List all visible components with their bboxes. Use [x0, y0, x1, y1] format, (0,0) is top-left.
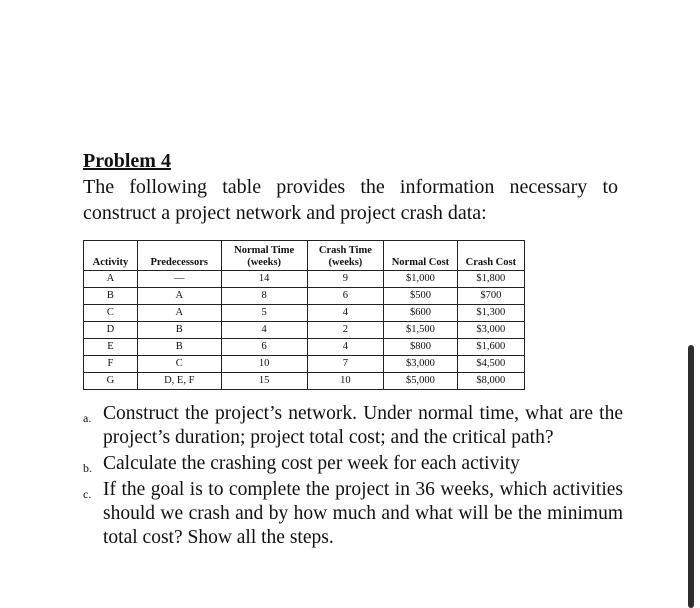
cell-normal-time: 14: [221, 271, 307, 288]
header-crash-time: [307, 241, 384, 271]
question-item: [83, 478, 623, 550]
cell-normal-cost: $500: [384, 288, 458, 305]
question-item: [83, 452, 623, 476]
cell-predecessors: B: [137, 322, 221, 339]
cell-activity: C: [84, 305, 138, 322]
table-row: [84, 339, 525, 356]
cell-crash-cost: $700: [457, 288, 524, 305]
header-normal-time: [221, 241, 307, 271]
cell-normal-cost: $1,500: [384, 322, 458, 339]
cell-activity: F: [84, 356, 138, 373]
cell-normal-time: 10: [221, 356, 307, 373]
header-crash-time-line1: Crash Time: [318, 245, 372, 256]
cell-normal-cost: $3,000: [384, 356, 458, 373]
cell-activity: E: [84, 339, 138, 356]
header-activity: Activity: [84, 241, 138, 271]
cell-normal-time: 5: [221, 305, 307, 322]
cell-crash-cost: $1,600: [457, 339, 524, 356]
cell-crash-cost: $1,300: [457, 305, 524, 322]
cell-crash-time: 6: [307, 288, 384, 305]
cell-normal-cost: $600: [384, 305, 458, 322]
cell-crash-time: 7: [307, 356, 384, 373]
cell-activity: B: [84, 288, 138, 305]
cell-crash-time: 4: [307, 339, 384, 356]
cell-predecessors: C: [137, 356, 221, 373]
cell-crash-cost: $4,500: [457, 356, 524, 373]
question-label: b.: [83, 461, 92, 475]
cell-crash-time: 4: [307, 305, 384, 322]
cell-activity: G: [84, 373, 138, 390]
question-text: Calculate the crashing cost per week for each activity: [103, 453, 520, 474]
problem-intro: The following table provides the information necessary to construct a project network and project crash data:: [83, 176, 618, 224]
cell-normal-time: 15: [221, 373, 307, 390]
question-label: a.: [83, 411, 92, 425]
cell-normal-time: 4: [221, 322, 307, 339]
cell-crash-cost: $1,800: [457, 271, 524, 288]
question-label: c.: [83, 487, 92, 501]
cell-predecessors: D, E, F: [137, 373, 221, 390]
cell-normal-cost: $5,000: [384, 373, 458, 390]
table-row: [84, 356, 525, 373]
cell-crash-cost: $8,000: [457, 373, 524, 390]
table-row: [84, 288, 525, 305]
cell-crash-time: 2: [307, 322, 384, 339]
header-normal-cost: Normal Cost: [384, 241, 458, 271]
question-item: [83, 402, 623, 450]
cell-activity: A: [84, 271, 138, 288]
vertical-scrollbar[interactable]: [688, 345, 694, 608]
table-row: [84, 322, 525, 339]
table-row: [84, 271, 525, 288]
cell-crash-time: 9: [307, 271, 384, 288]
header-normal-time-line1: Normal Time: [234, 245, 295, 256]
table-row: [84, 373, 525, 390]
header-normal-time-line2: (weeks): [247, 257, 282, 268]
cell-predecessors: A: [137, 305, 221, 322]
problem-title: Problem 4: [83, 150, 171, 172]
question-text: If the goal is to complete the project in 36 weeks, which activities should we crash and by how much and what will be the minimum total cost? Show all the steps.: [103, 479, 623, 548]
header-crash-time-line2: (weeks): [328, 257, 363, 268]
cell-activity: D: [84, 322, 138, 339]
cell-crash-cost: $3,000: [457, 322, 524, 339]
question-text: Construct the project’s network. Under normal time, what are the project’s duration; project total cost; and the critical path?: [103, 403, 623, 448]
header-predecessors: Predecessors: [137, 241, 221, 271]
project-crash-table: [83, 240, 525, 390]
questions-list: [83, 402, 623, 552]
cell-predecessors: A: [137, 288, 221, 305]
cell-normal-cost: $1,000: [384, 271, 458, 288]
cell-normal-time: 8: [221, 288, 307, 305]
cell-normal-cost: $800: [384, 339, 458, 356]
header-crash-cost: Crash Cost: [457, 241, 524, 271]
table-row: [84, 305, 525, 322]
cell-predecessors: B: [137, 339, 221, 356]
cell-predecessors: —: [137, 271, 221, 288]
cell-normal-time: 6: [221, 339, 307, 356]
cell-crash-time: 10: [307, 373, 384, 390]
